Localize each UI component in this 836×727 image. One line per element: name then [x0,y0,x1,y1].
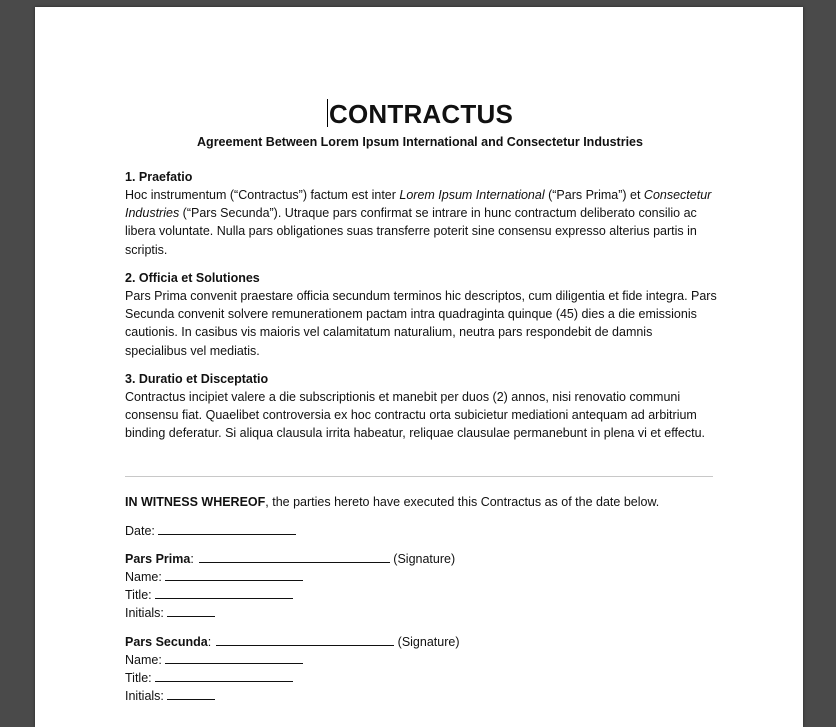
section-heading: 1. Praefatio [125,170,193,184]
pars-secunda-initials-field[interactable]: Initials: [125,687,215,705]
pars-secunda-name-field[interactable]: Name: [125,651,303,669]
section-heading: 2. Officia et Solutiones [125,271,260,285]
horizontal-divider [125,476,713,477]
name-blank-line[interactable] [165,568,303,581]
pars-prima-signature-line[interactable]: Pars Prima: (Signature) [125,552,456,566]
document-page[interactable] [35,7,803,727]
signature-blank-line[interactable] [199,550,390,563]
title-text: CONTRACTUS [329,99,513,129]
section-body: Hoc instrumentum (“Contractus”) factum est inter Lorem Ipsum International (“Pars Prima”) et Consectetur Industries (“Pars Secunda”). Utraque pars confirmat se intrare in hunc contractum deliberato consilio ac libera voluntate. Nulla pars obligationes suas transferre poterit sine consensu expresso alterius partis in scriptis. [125,188,712,257]
document-title[interactable] [125,99,715,129]
pars-prima-title-field[interactable]: Title: [125,586,293,604]
section-body: Pars Prima convenit praestare officia secundum terminos hic descriptos, cum diligentia et fide integra. Pars Secunda convenit solvere remunerationem pactam intra quadraginta quinque (45) dies a die emissionis cautionis. In casibus vis maioris vel calamitatum naturalium, neutra pars respondebit de damnis specialibus vel mediatis. [125,289,717,358]
pars-prima-name-field[interactable]: Name: [125,568,303,586]
initials-blank-line[interactable] [167,604,215,617]
title-blank-line[interactable] [155,586,293,599]
date-field[interactable]: Date: [125,522,296,540]
pars-secunda-title-field[interactable]: Title: [125,669,293,687]
pars-prima-initials-field[interactable]: Initials: [125,604,215,622]
section-duratio [125,370,717,443]
section-heading: 3. Duratio et Disceptatio [125,372,269,386]
date-blank-line[interactable] [158,522,296,535]
section-officia [125,269,717,360]
signature-blank-line[interactable] [216,633,394,646]
name-blank-line[interactable] [165,651,303,664]
section-praefatio [125,168,717,259]
pars-secunda-signature-line[interactable]: Pars Secunda: (Signature) [125,635,460,649]
title-blank-line[interactable] [155,669,293,682]
text-cursor [327,99,328,127]
document-subtitle: Agreement Between Lorem Ipsum International and Consectetur Industries [197,135,643,149]
initials-blank-line[interactable] [167,687,215,700]
section-body: Contractus incipiet valere a die subscriptionis et manebit per duos (2) annos, nisi renovatio communi consensu fiat. Quaelibet controversia ex hoc contractu orta subicietur mediationi antequam ad arbitrium binding deferatur. Si aliqua clausula irrita habeatur, reliquae clausulae permanebunt in plena vi et effectu. [125,390,706,441]
witness-statement: IN WITNESS WHEREOF, the parties hereto have executed this Contractus as of the date below. [125,495,660,509]
